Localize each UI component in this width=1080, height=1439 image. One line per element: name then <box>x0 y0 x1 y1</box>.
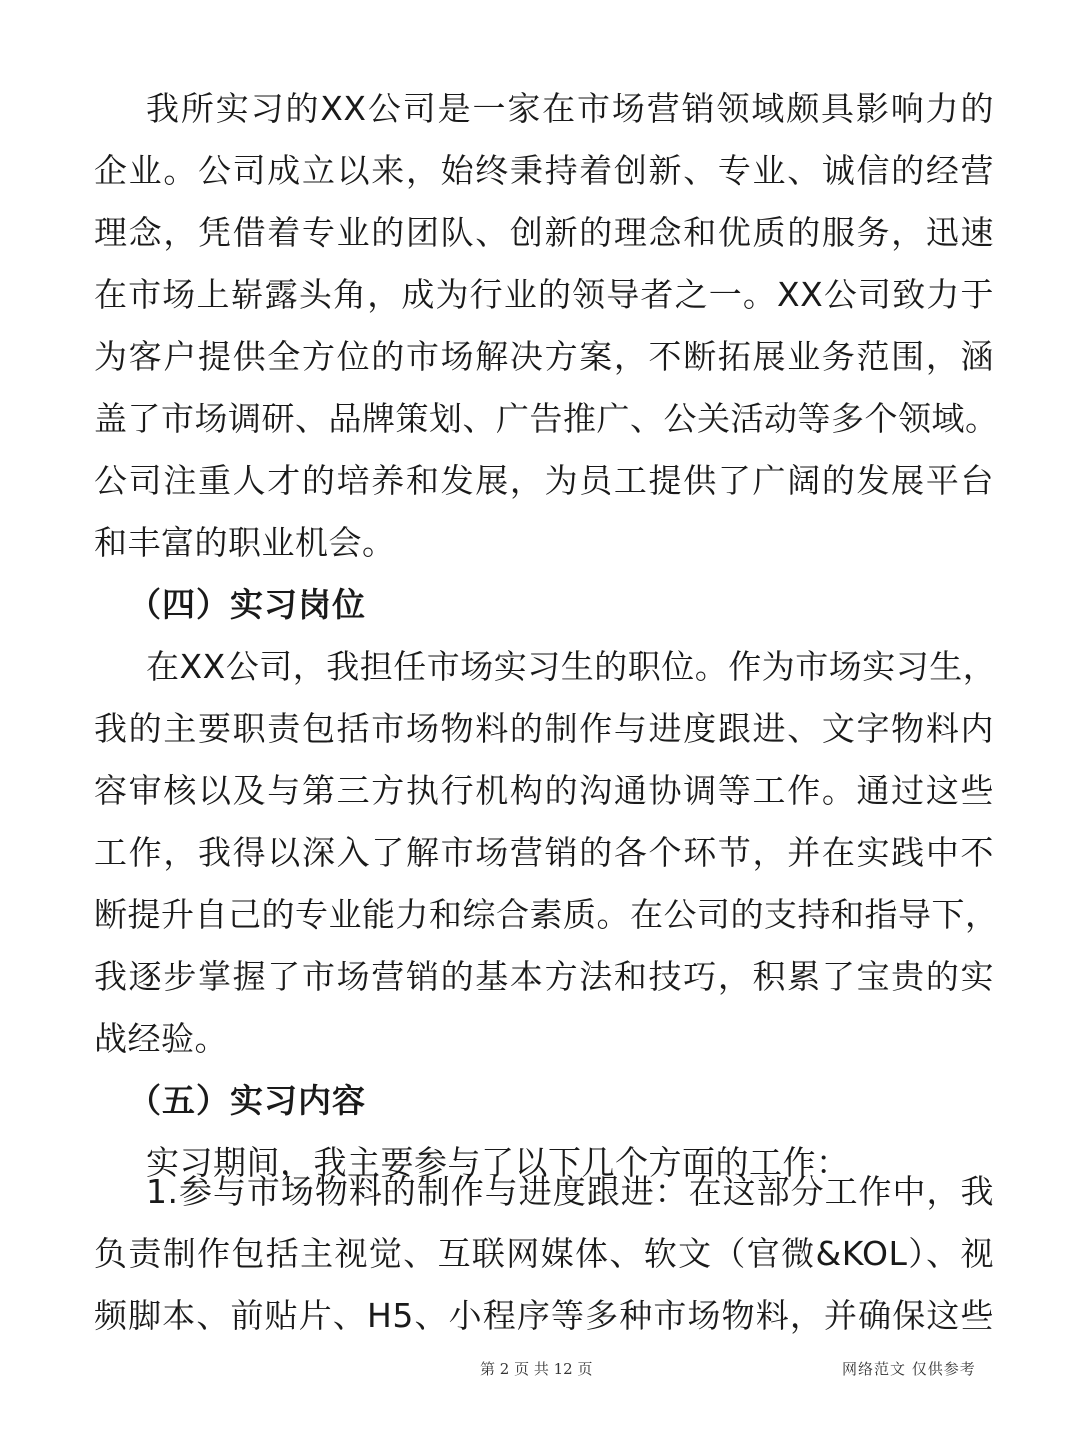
paragraph-1-line-8: 和丰富的职业机会。 <box>94 523 396 562</box>
page-indicator: 第 2 页 共 12 页 <box>480 1360 593 1378</box>
paragraph-2-line-7: 战经验。 <box>94 1019 228 1058</box>
paragraph-1-line-7: 公司注重人才的培养和发展，为员工提供了广阔的发展平台 <box>94 461 994 500</box>
section-heading-4: （四）实习岗位 <box>128 585 366 624</box>
paragraph-2-line-3: 容审核以及与第三方执行机构的沟通协调等工作。通过这些 <box>94 771 994 810</box>
paragraph-2-line-4: 工作，我得以深入了解市场营销的各个环节，并在实践中不 <box>94 833 994 872</box>
paragraph-2-line-6: 我逐步掌握了市场营销的基本方法和技巧，积累了宝贵的实 <box>94 957 994 996</box>
paragraph-4-line-1: 1.参与市场物料的制作与进度跟进：在这部分工作中，我 <box>146 1172 994 1211</box>
footer-note: 网络范文 仅供参考 <box>842 1360 976 1378</box>
paragraph-1-line-6: 盖了市场调研、品牌策划、广告推广、公关活动等多个领域。 <box>94 399 999 438</box>
paragraph-2-line-5: 断提升自己的专业能力和综合素质。在公司的支持和指导下， <box>94 895 999 934</box>
paragraph-1-line-2: 企业。公司成立以来，始终秉持着创新、专业、诚信的经营 <box>94 151 994 190</box>
section-heading-5: （五）实习内容 <box>128 1081 366 1120</box>
paragraph-1-line-3: 理念，凭借着专业的团队、创新的理念和优质的服务，迅速 <box>94 213 994 252</box>
paragraph-1-line-4: 在市场上崭露头角，成为行业的领导者之一。XX公司致力于 <box>94 275 994 314</box>
paragraph-2-line-1: 在XX公司，我担任市场实习生的职位。作为市场实习生， <box>146 647 997 686</box>
paragraph-4-line-3: 频脚本、前贴片、H5、小程序等多种市场物料，并确保这些 <box>94 1296 994 1335</box>
paragraph-1-line-5: 为客户提供全方位的市场解决方案，不断拓展业务范围，涵 <box>94 337 994 376</box>
paragraph-1-line-1: 我所实习的XX公司是一家在市场营销领域颇具影响力的 <box>146 89 994 128</box>
paragraph-4-line-2: 负责制作包括主视觉、互联网媒体、软文（官微&KOL）、视 <box>94 1234 994 1273</box>
paragraph-2-line-2: 我的主要职责包括市场物料的制作与进度跟进、文字物料内 <box>94 709 994 748</box>
paragraph-3-line-1: 实习期间，我主要参与了以下几个方面的工作： <box>146 1143 850 1182</box>
